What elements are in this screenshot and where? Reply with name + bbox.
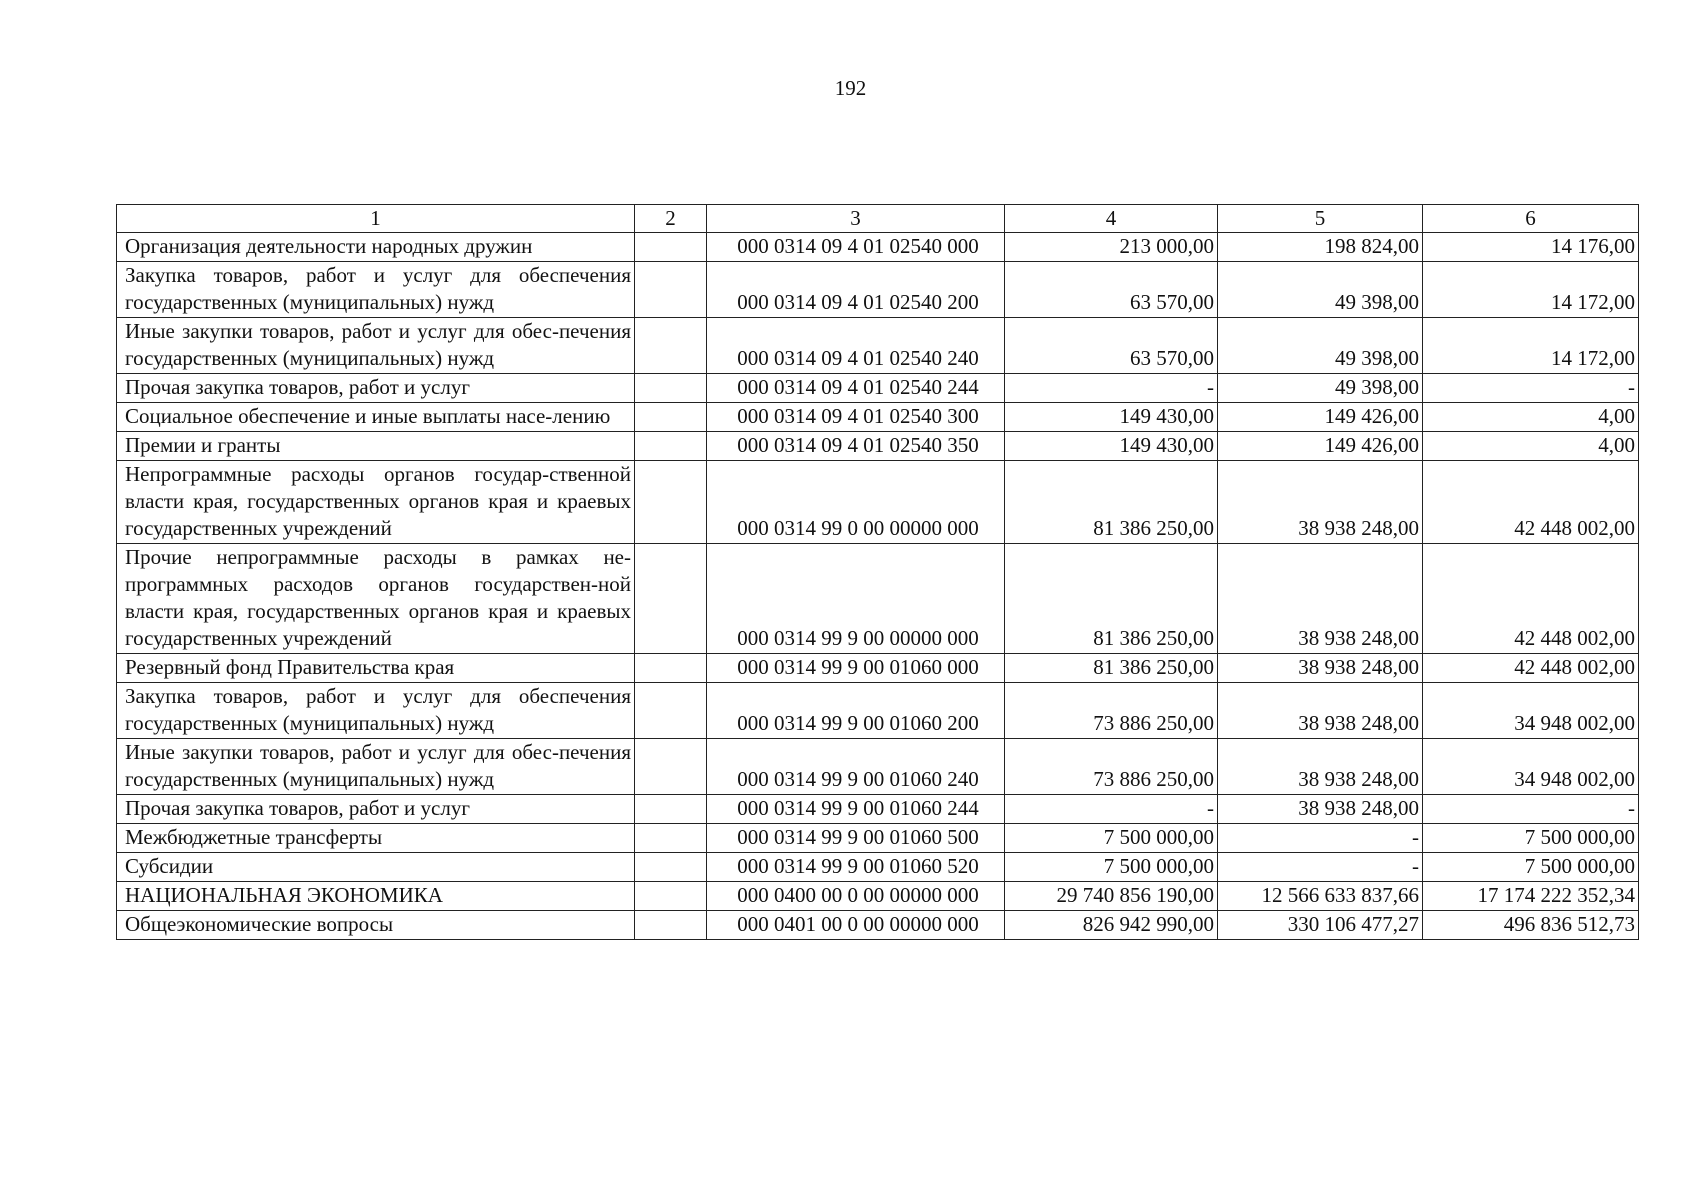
table-row <box>117 544 1639 654</box>
row-code: 000 0314 09 4 01 02540 240 <box>707 318 1005 374</box>
row-name: Закупка товаров, работ и услуг для обеспечения государственных (муниципальных) нужд <box>117 683 635 739</box>
row-remainder: 4,00 <box>1423 403 1639 432</box>
row-code: 000 0314 09 4 01 02540 300 <box>707 403 1005 432</box>
row-remainder: - <box>1423 374 1639 403</box>
table-row <box>117 853 1639 882</box>
row-name: Общеэкономические вопросы <box>117 911 635 940</box>
row-name: Межбюджетные трансферты <box>117 824 635 853</box>
row-name: Премии и гранты <box>117 432 635 461</box>
row-planned: 63 570,00 <box>1005 262 1218 318</box>
row-code: 000 0314 09 4 01 02540 350 <box>707 432 1005 461</box>
table-row <box>117 374 1639 403</box>
column-header: 1 <box>117 205 635 233</box>
row-code: 000 0314 99 9 00 01060 520 <box>707 853 1005 882</box>
table-row <box>117 911 1639 940</box>
row-name: Прочая закупка товаров, работ и услуг <box>117 374 635 403</box>
row-col2 <box>635 824 707 853</box>
row-name: Закупка товаров, работ и услуг для обеспечения государственных (муниципальных) нужд <box>117 262 635 318</box>
row-code: 000 0314 99 9 00 01060 240 <box>707 739 1005 795</box>
row-planned: 81 386 250,00 <box>1005 544 1218 654</box>
row-name: НАЦИОНАЛЬНАЯ ЭКОНОМИКА <box>117 882 635 911</box>
row-remainder: 17 174 222 352,34 <box>1423 882 1639 911</box>
row-remainder: - <box>1423 795 1639 824</box>
row-planned: 81 386 250,00 <box>1005 461 1218 544</box>
row-planned: 149 430,00 <box>1005 432 1218 461</box>
row-planned: - <box>1005 795 1218 824</box>
row-col2 <box>635 461 707 544</box>
row-planned: - <box>1005 374 1218 403</box>
row-remainder: 14 176,00 <box>1423 233 1639 262</box>
row-code: 000 0314 99 9 00 01060 500 <box>707 824 1005 853</box>
row-col2 <box>635 544 707 654</box>
row-remainder: 7 500 000,00 <box>1423 824 1639 853</box>
table-row <box>117 824 1639 853</box>
row-code: 000 0314 99 9 00 00000 000 <box>707 544 1005 654</box>
row-col2 <box>635 432 707 461</box>
header-row <box>117 205 1639 233</box>
column-header: 4 <box>1005 205 1218 233</box>
row-col2 <box>635 262 707 318</box>
row-name: Организация деятельности народных дружин <box>117 233 635 262</box>
row-executed: 49 398,00 <box>1218 318 1423 374</box>
row-name: Непрограммные расходы органов государ-ственной власти края, государственных органов края и краевых государственных учреждений <box>117 461 635 544</box>
row-executed: 49 398,00 <box>1218 374 1423 403</box>
column-header: 2 <box>635 205 707 233</box>
row-planned: 7 500 000,00 <box>1005 824 1218 853</box>
row-executed: 12 566 633 837,66 <box>1218 882 1423 911</box>
row-executed: 38 938 248,00 <box>1218 654 1423 683</box>
row-code: 000 0314 09 4 01 02540 244 <box>707 374 1005 403</box>
row-executed: 330 106 477,27 <box>1218 911 1423 940</box>
table-row <box>117 233 1639 262</box>
row-col2 <box>635 233 707 262</box>
table-row <box>117 432 1639 461</box>
table-row <box>117 654 1639 683</box>
row-planned: 73 886 250,00 <box>1005 739 1218 795</box>
table-row <box>117 683 1639 739</box>
table-row <box>117 262 1639 318</box>
row-code: 000 0314 99 9 00 01060 000 <box>707 654 1005 683</box>
table-row <box>117 795 1639 824</box>
row-executed: 38 938 248,00 <box>1218 544 1423 654</box>
row-executed: 38 938 248,00 <box>1218 739 1423 795</box>
row-col2 <box>635 374 707 403</box>
row-code: 000 0314 99 9 00 01060 244 <box>707 795 1005 824</box>
row-col2 <box>635 318 707 374</box>
row-col2 <box>635 403 707 432</box>
row-name: Резервный фонд Правительства края <box>117 654 635 683</box>
row-planned: 29 740 856 190,00 <box>1005 882 1218 911</box>
column-header: 6 <box>1423 205 1639 233</box>
row-name: Прочая закупка товаров, работ и услуг <box>117 795 635 824</box>
row-code: 000 0314 09 4 01 02540 000 <box>707 233 1005 262</box>
budget-table <box>116 204 1639 940</box>
row-planned: 63 570,00 <box>1005 318 1218 374</box>
row-executed: - <box>1218 853 1423 882</box>
row-planned: 7 500 000,00 <box>1005 853 1218 882</box>
row-remainder: 34 948 002,00 <box>1423 683 1639 739</box>
row-planned: 213 000,00 <box>1005 233 1218 262</box>
row-executed: - <box>1218 824 1423 853</box>
table-row <box>117 739 1639 795</box>
row-name: Социальное обеспечение и иные выплаты насе-лению <box>117 403 635 432</box>
row-remainder: 34 948 002,00 <box>1423 739 1639 795</box>
table-row <box>117 318 1639 374</box>
row-col2 <box>635 911 707 940</box>
row-col2 <box>635 853 707 882</box>
row-col2 <box>635 683 707 739</box>
row-remainder: 4,00 <box>1423 432 1639 461</box>
row-executed: 38 938 248,00 <box>1218 461 1423 544</box>
row-executed: 38 938 248,00 <box>1218 795 1423 824</box>
row-remainder: 14 172,00 <box>1423 318 1639 374</box>
row-name: Субсидии <box>117 853 635 882</box>
row-code: 000 0401 00 0 00 00000 000 <box>707 911 1005 940</box>
row-col2 <box>635 739 707 795</box>
row-code: 000 0400 00 0 00 00000 000 <box>707 882 1005 911</box>
page-number: 192 <box>834 76 867 100</box>
row-executed: 149 426,00 <box>1218 403 1423 432</box>
row-remainder: 496 836 512,73 <box>1423 911 1639 940</box>
row-remainder: 42 448 002,00 <box>1423 544 1639 654</box>
row-executed: 38 938 248,00 <box>1218 683 1423 739</box>
table-row <box>117 882 1639 911</box>
row-remainder: 42 448 002,00 <box>1423 654 1639 683</box>
row-planned: 81 386 250,00 <box>1005 654 1218 683</box>
row-col2 <box>635 654 707 683</box>
row-name: Иные закупки товаров, работ и услуг для обес-печения государственных (муниципальных) нужд <box>117 739 635 795</box>
column-header: 3 <box>707 205 1005 233</box>
row-code: 000 0314 99 0 00 00000 000 <box>707 461 1005 544</box>
row-executed: 198 824,00 <box>1218 233 1423 262</box>
column-header: 5 <box>1218 205 1423 233</box>
row-code: 000 0314 09 4 01 02540 200 <box>707 262 1005 318</box>
table-row <box>117 403 1639 432</box>
table-row <box>117 461 1639 544</box>
row-executed: 149 426,00 <box>1218 432 1423 461</box>
row-code: 000 0314 99 9 00 01060 200 <box>707 683 1005 739</box>
row-col2 <box>635 882 707 911</box>
row-name: Иные закупки товаров, работ и услуг для обес-печения государственных (муниципальных) нужд <box>117 318 635 374</box>
row-remainder: 7 500 000,00 <box>1423 853 1639 882</box>
row-planned: 73 886 250,00 <box>1005 683 1218 739</box>
row-col2 <box>635 795 707 824</box>
row-planned: 826 942 990,00 <box>1005 911 1218 940</box>
row-name: Прочие непрограммные расходы в рамках не-программных расходов органов государствен-ной власти края, государственных органов края и краевых государственных учреждений <box>117 544 635 654</box>
row-executed: 49 398,00 <box>1218 262 1423 318</box>
row-remainder: 14 172,00 <box>1423 262 1639 318</box>
row-planned: 149 430,00 <box>1005 403 1218 432</box>
row-remainder: 42 448 002,00 <box>1423 461 1639 544</box>
